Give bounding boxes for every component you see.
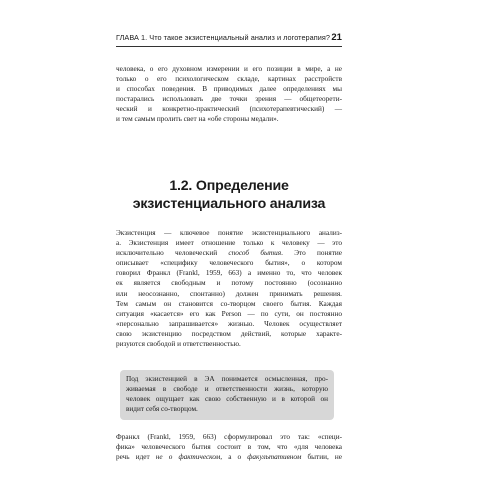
- emphasis: не о фактическом: [155, 453, 221, 462]
- text-line: говорил Франкл (Frankl, 1959, 663) а именно то, что человек: [116, 269, 342, 278]
- text-line: и тем самым пролить свет на «обе стороны медали».: [116, 115, 279, 124]
- page-number: 21: [331, 32, 342, 43]
- section-heading-line1: 1.2. Определение: [169, 178, 289, 194]
- text-line: «персонально запрашивается» жизнью. Человек осуществляет: [116, 319, 342, 328]
- text-line: свою экзистенцию посредством действий, которые характе-: [116, 329, 342, 338]
- text-line: Экзистенция — ключевое понятие экзистенциального анализ-: [116, 229, 342, 237]
- text-line: Тем самым он становится со-творцом своего бытия. Каждая: [116, 299, 342, 308]
- frankl-paragraph: [116, 432, 342, 462]
- emphasis: факультативном: [247, 453, 302, 462]
- callout-line: Под экзистенцией в ЭА понимается осмысленная, про-: [126, 375, 328, 383]
- definition-callout-box: [120, 370, 334, 420]
- text-line: фика» человеческого бытия состоит в том, что «для человека: [116, 443, 342, 452]
- text-line: а. Экзистенция имеет отношение только к человеку — это: [116, 239, 342, 248]
- text-line: описывает «специфику человеческого бытия», о котором: [116, 259, 342, 268]
- text-line: или неосознанно, спонтанно) должен принимать решения.: [116, 289, 342, 298]
- emphasis: способ бытия: [228, 249, 282, 258]
- running-head: [116, 32, 342, 47]
- definition-paragraph: [116, 228, 342, 349]
- callout-line: человек ощущает как свою собственную и в которой он: [126, 395, 328, 404]
- text-line: ризуются свободой и ответственностью.: [116, 340, 241, 349]
- text-line: ек является свободным и потому постоянно (осознанно: [116, 279, 342, 288]
- intro-paragraph: [116, 64, 342, 125]
- text-line: ческий и конкретно-практический (психотерапевтический) —: [116, 105, 342, 114]
- callout-line: видит себя со-творцом.: [126, 405, 198, 414]
- callout-line: живаемая в свободе и ответственности жизнь, которую: [126, 385, 328, 394]
- text-line: исключительно человеческий способ бытия. Это понятие: [116, 249, 342, 258]
- text-line: человека, о его духовном измерении и его позиции в мире, а не: [116, 65, 342, 73]
- section-heading: [116, 178, 342, 213]
- text-line: речь идет не о фактическом, а о факультативном бытии, не: [116, 453, 342, 462]
- section-heading-line2: экзистенциального анализа: [132, 195, 326, 212]
- text-line: ситуация «касается» его как Person — по сути, он постоянно: [116, 309, 342, 318]
- text-line: только о его психологическом складе, картинах расстройств: [116, 75, 342, 84]
- text-line: постарались использовать две точки зрения — общетеорети-: [116, 95, 342, 104]
- text-line: и способах поведения. В приводимых далее определениях мы: [116, 85, 342, 94]
- chapter-title: ГЛАВА 1. Что такое экзистенциальный анализ и логотерапия?: [116, 33, 331, 42]
- text-line: Франкл (Frankl, 1959, 663) сформулировал это так: «специ-: [116, 433, 342, 441]
